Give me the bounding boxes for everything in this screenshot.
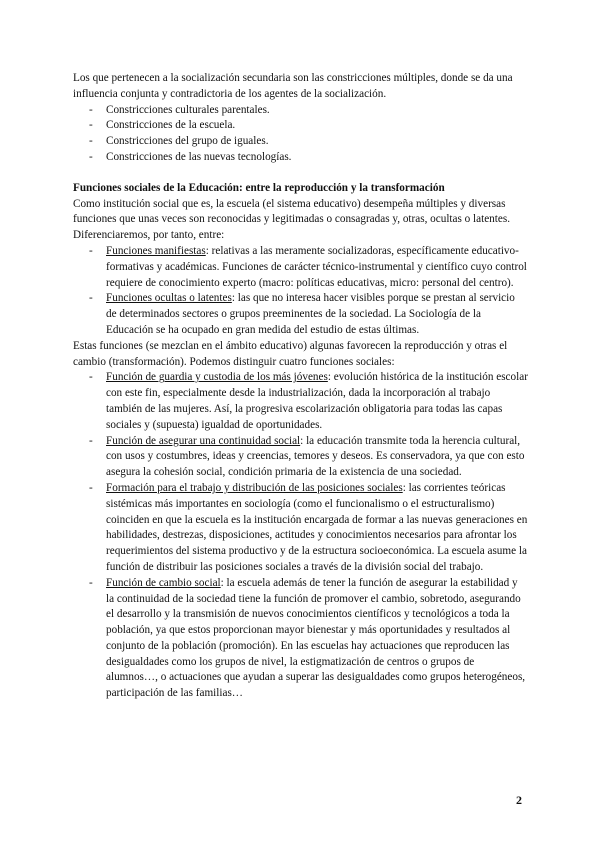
- list-item: [73, 434, 528, 481]
- term-description: : relativas a las meramente socializadoras, específicamente educativo-formativas y académicas. Funciones de carácter técnico-instrumental y científico cuyo control requiere de conocimiento experto (macro: políticas educativas, micro: personal del centro).: [106, 244, 527, 289]
- term-description: : evolución histórica de la institución escolar con este fin, especialmente desde la industrialización, dada la incorporación al trabajo también de las mujeres. Así, la progresiva escolarización obligatoria para todas las capas sociales y (supuesta) igualdad de oportunidades.: [106, 371, 528, 431]
- list-item: [73, 576, 528, 702]
- page-content: [73, 71, 528, 702]
- list-item: - Constricciones de la escuela.: [73, 118, 528, 134]
- section-heading: Funciones sociales de la Educación: entre la reproducción y la transformación: [73, 181, 445, 194]
- function-types-list: [73, 244, 528, 339]
- list-item: - Constricciones de las nuevas tecnologías.: [73, 150, 528, 166]
- list-item: [73, 244, 528, 291]
- social-functions-list: [73, 370, 528, 702]
- term-label: Función de cambio social: [106, 576, 221, 589]
- page-number: 2: [516, 793, 522, 807]
- section-paragraph: Como institución social que es, la escuela (el sistema educativo) desempeña múltiples y diversas funciones que unas veces son reconocidas y legitimadas o consagradas y, otras, ocultas o latentes. Diferenciaremos, por tanto, entre:: [73, 197, 511, 242]
- term-description: : la escuela además de tener la función de asegurar la estabilidad y la continuidad de la sociedad tiene la función de promover el cambio, sobretodo, asegurando el desarrollo y la transmisión de nuevos conocimientos científicos y tecnológicos a toda la población, ya que estos proporcionan mayor bienestar y más oportunidades y resultados al conjunto de la población (promoción). En las escuelas hay actuaciones que reproducen las desigualdades como los grupos de nivel, la estigmatización de centros o grupos de alumnos…, o actuaciones que ayudan a superar las desigualdades como grupos heterogéneos, participación de las familias…: [106, 576, 526, 700]
- term-description: : la educación transmite toda la herencia cultural, con usos y costumbres, ideas y creencias, temores y deseos. Es conservadora, ya que con esto asegura la cohesión social, condición primaria de la existencia de una sociedad.: [106, 434, 525, 479]
- constraints-list: [73, 103, 528, 166]
- list-item: [73, 481, 528, 576]
- list-item: [73, 291, 528, 338]
- list-item: - Constricciones culturales parentales.: [73, 103, 528, 119]
- term-label: Funciones manifiestas: [106, 244, 206, 257]
- term-description: : las que no interesa hacer visibles porque se prestan al servicio de determinados sectores o grupos preeminentes de la sociedad. La Sociología de la Educación se ha ocupado en gran medida del estudio de estas últimas.: [106, 292, 515, 336]
- term-label: Función de asegurar una continuidad social: [106, 434, 301, 447]
- intro-paragraph: Los que pertenecen a la socialización secundaria son las constricciones múltiples, donde se da una influencia conjunta y contradictoria de los agentes de la socialización.: [73, 72, 513, 100]
- term-label: Formación para el trabajo y distribución de las posiciones sociales: [106, 481, 403, 494]
- term-label: Funciones ocultas o latentes: [106, 292, 232, 305]
- term-description: : las corrientes teóricas sistémicas más importantes en sociología (como el funcionalismo o el estructuralismo) coinciden en que la escuela es la institución encargada de formar a las nuevas generaciones en habilidades, destrezas, disposiciones, actitudes y conocimientos necesarios para afrontar los requerimientos del sistema productivo y de la estructura socioeconómica. La escuela asume la función de distribuir las posiciones sociales a través de la división social del trabajo.: [106, 481, 528, 573]
- term-label: Función de guardia y custodia de los más jóvenes: [106, 371, 328, 384]
- list-item: [73, 370, 528, 433]
- list-item: - Constricciones del grupo de iguales.: [73, 134, 528, 150]
- section-paragraph: Estas funciones (se mezclan en el ámbito educativo) algunas favorecen la reproducción y otras el cambio (transformación). Podemos distinguir cuatro funciones sociales:: [73, 339, 508, 368]
